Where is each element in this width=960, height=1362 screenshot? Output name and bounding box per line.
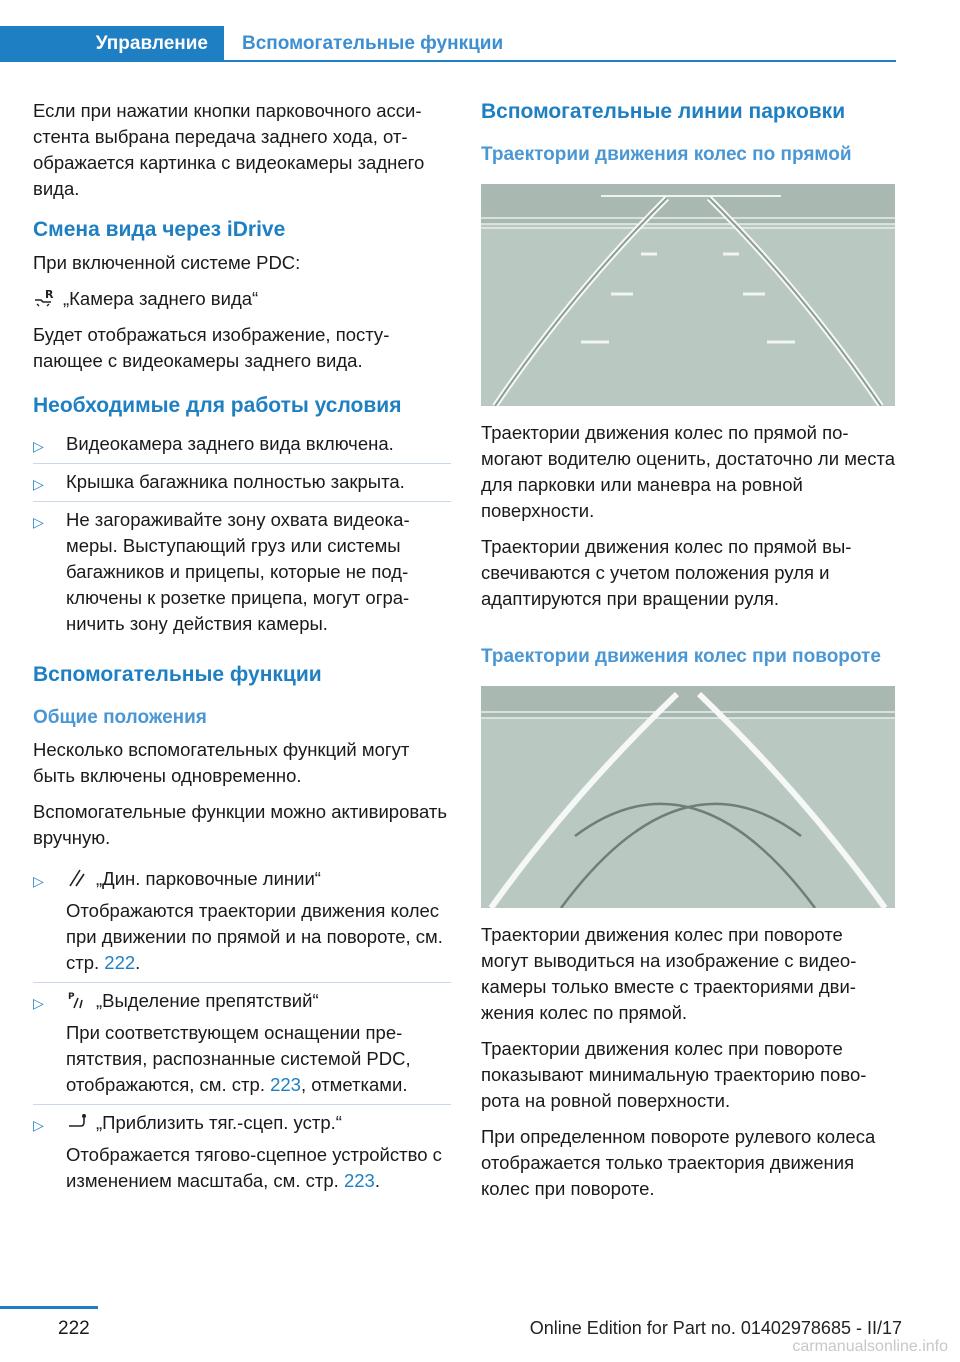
paragraph-manual: Вспомогательные функции можно активировать вручную. xyxy=(33,801,447,848)
paragraph-turn-3: При определенном повороте рулевого колеса отображается только траектория движения колес при повороте. xyxy=(481,1126,876,1199)
svg-text:P: P xyxy=(68,992,75,1002)
rear-camera-icon xyxy=(33,288,55,308)
paragraph-straight-1: Траектории движения колес по прямой помогают водителю оценить, достаточно ли места для парковки или маневра на ровной поверхности. xyxy=(481,422,896,521)
conditions-list xyxy=(33,426,451,637)
paragraph-show: Будет отображаться изображение, поступающее с видеокамеры заднего вида. xyxy=(33,324,390,371)
heading-general: Общие положения xyxy=(33,707,207,728)
page-link[interactable]: 222 xyxy=(104,952,136,973)
triangle-bullet-icon: ▷ xyxy=(33,873,44,889)
list-item: ▷ „Дин. парковочные линии“ Отображаются траектории движения колес при движении по прямой и на повороте, см. стр. 222. xyxy=(33,868,443,973)
paragraph-turn-2: Траектории движения колес при повороте показывают минимальную траекторию поворота на ровной поверхности. xyxy=(481,1038,867,1111)
tab-control[interactable]: Управление xyxy=(0,26,224,62)
heading-conditions: Необходимые для работы условия xyxy=(33,394,402,417)
tow-hitch-icon xyxy=(66,1112,88,1132)
online-edition: Online Edition for Part no. 01402978685 - II/17 xyxy=(529,1318,902,1338)
watermark: carmanualsonline.info xyxy=(792,1338,948,1355)
tab-assist-functions[interactable]: Вспомогательные функции xyxy=(242,33,504,54)
page-link[interactable]: 223 xyxy=(343,1170,375,1191)
triangle-bullet-icon: ▷ xyxy=(33,995,44,1011)
heading-straight: Траектории движения колес по прямой xyxy=(481,144,852,165)
left-column xyxy=(33,98,451,1200)
svg-text:R: R xyxy=(45,288,54,301)
triangle-bullet-icon: ▷ xyxy=(33,438,44,454)
paragraph-straight-2: Траектории движения колес по прямой высвечиваются с учетом положения руля и адаптируются при вращении руля. xyxy=(481,536,852,609)
page-link[interactable]: 223 xyxy=(270,1074,301,1095)
paragraph-intro: Если при нажатии кнопки парковочного ассистента выбрана передача заднего хода, отображается картинка с видеокамеры заднего вида. xyxy=(33,100,425,199)
functions-list xyxy=(33,861,451,1194)
paragraph-turn-1: Траектории движения колес при повороте могут выводиться на изображение с видеокамеры только вместе с траекториями движения колес по прямой. xyxy=(481,924,857,1023)
straight-trajectory-image xyxy=(481,184,895,406)
list-item: ▷ „Приблизить тяг.-сцеп. устр.“ Отображается тягово-сцепное устройство с изменением масштаба, см. стр. 223. xyxy=(33,1104,451,1194)
heading-functions: Вспомогательные функции xyxy=(33,663,322,686)
camera-option-label: „Камера заднего вида“ xyxy=(63,288,259,309)
paragraph-pdc: При включенной системе PDC: xyxy=(33,252,301,273)
heading-idrive: Смена вида через iDrive xyxy=(33,218,286,241)
heading-parking-lines: Вспомогательные линии парковки xyxy=(481,100,846,123)
list-item: ▷ Видеокамера заднего вида включена. xyxy=(33,426,451,457)
heading-turn: Траектории движения колес при повороте xyxy=(481,646,881,667)
triangle-bullet-icon: ▷ xyxy=(33,514,44,530)
obstacle-marking-icon xyxy=(66,990,88,1010)
list-item: ▷ P „Выделение препятствий“ При соответствующем оснащении препятствия, распознанные системой PDC, отображаются, см. стр. 223, отметками. xyxy=(33,982,451,1098)
list-item: ▷ Крышка багажника полностью закрыта. xyxy=(33,463,451,495)
footer-rule xyxy=(0,1306,98,1309)
list-item: ▷ Не загораживайте зону охвата видеокамеры. Выступающий груз или системы багажников и прицепы, которые не подключены к розетке прицепа, могут ограничить зону действия камеры. xyxy=(33,501,451,637)
triangle-bullet-icon: ▷ xyxy=(33,476,44,492)
camera-option xyxy=(33,286,451,312)
paragraph-multi: Несколько вспомогательных функций могут быть включены одновременно. xyxy=(33,739,410,786)
page-number: 222 xyxy=(58,1318,90,1339)
triangle-bullet-icon: ▷ xyxy=(33,1117,44,1133)
right-column xyxy=(481,98,895,1212)
turning-trajectory-image xyxy=(481,686,895,908)
header-bar xyxy=(0,26,960,62)
header-rule xyxy=(224,60,896,62)
parking-lines-icon xyxy=(66,868,88,888)
